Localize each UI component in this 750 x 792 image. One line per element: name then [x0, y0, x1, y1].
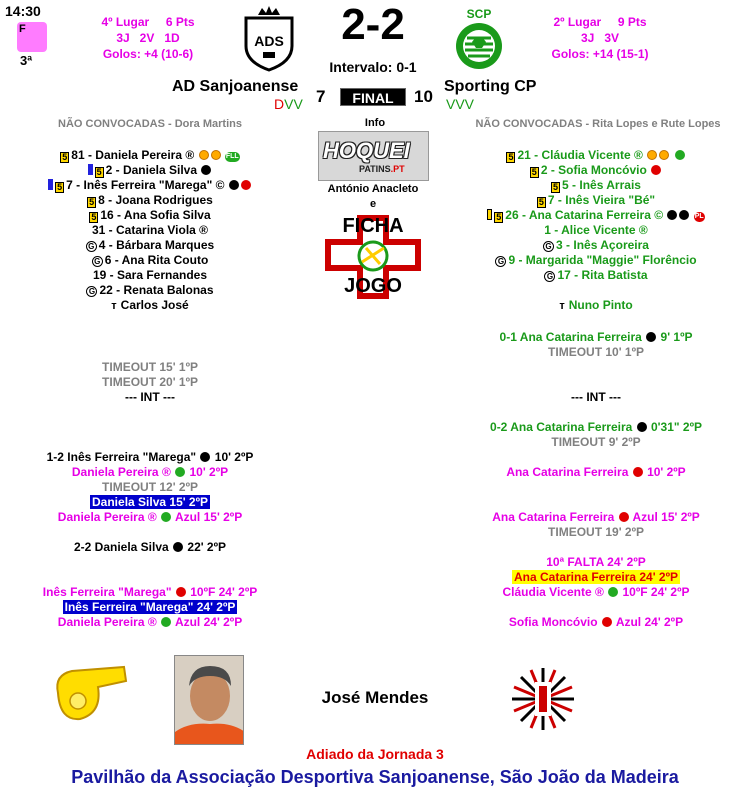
coach-icon: ᴛ: [559, 300, 565, 312]
away-crest[interactable]: [452, 6, 506, 70]
award-icon: [211, 150, 221, 160]
home-crest[interactable]: [242, 6, 296, 72]
home-record: 3J 2V 1D: [116, 31, 180, 45]
home-not-called: NÃO CONVOCADAS - Dora Martins: [58, 118, 242, 130]
goalkeeper-icon: G: [92, 256, 103, 267]
shirt-5-icon: 5: [496, 212, 502, 222]
home-form-wins: VV: [284, 96, 303, 112]
home-player[interactable]: 5 8 - Joana Rodrigues: [89, 193, 213, 207]
referee-photo[interactable]: [174, 655, 244, 745]
hoquei-logo-text: HOQUEI: [323, 138, 410, 163]
author-and: e: [369, 198, 377, 210]
ficha-bottom-text: JOGO: [344, 275, 402, 297]
away-event: 0-2 Ana Catarina Ferreira 0'31" 2ºP: [490, 420, 702, 434]
home-form: [274, 96, 303, 112]
away-position: 2º Lugar 9 Pts: [553, 15, 647, 29]
shirt-5-icon: 5: [57, 182, 63, 192]
away-player[interactable]: 5 7 - Inês Vieira "Bé": [538, 193, 656, 207]
venue[interactable]: Pavilhão da Associação Desportiva Sanjoanense, São João da Madeira: [71, 767, 679, 787]
away-player[interactable]: 5 26 - Ana Catarina Ferreira © PL: [446, 208, 746, 223]
hoquei-logo[interactable]: [318, 131, 429, 181]
away-player[interactable]: 1 - Alice Vicente ®: [544, 223, 648, 237]
away-event: Cláudia Vicente ® 10ºF 24' 2ºP: [502, 585, 690, 599]
home-team-name[interactable]: AD Sanjoanense: [172, 78, 299, 95]
away-event: [446, 570, 746, 585]
author-name: António Anacleto: [327, 183, 419, 195]
red-card-icon: [633, 467, 643, 477]
goal-ball-icon: [637, 422, 647, 432]
goalkeeper-icon: G: [86, 286, 97, 297]
goal-ball-icon: [667, 210, 677, 220]
home-player[interactable]: G 4 - Bárbara Marques: [0, 238, 300, 253]
away-record: 3J 3V: [580, 31, 620, 45]
league-badge-letter: F: [19, 23, 26, 35]
red-card-icon: PL: [694, 213, 704, 220]
home-player[interactable]: G 6 - Ana Rita Couto: [0, 253, 300, 268]
ficha-top-text: FICHA: [342, 215, 404, 237]
away-not-called: NÃO CONVOCADAS - Rita Lopes e Rute Lopes: [475, 118, 721, 130]
green-card-icon: FLL: [225, 153, 239, 160]
home-player[interactable]: 31 - Catarina Viola ®: [92, 223, 208, 237]
away-coach[interactable]: ᴛ Nuno Pinto: [559, 298, 633, 312]
away-player[interactable]: G 9 - Margarida "Maggie" Florêncio: [446, 253, 746, 268]
home-player[interactable]: 5 7 - Inês Ferreira "Marega" ©: [0, 178, 300, 193]
award-icon: [199, 150, 209, 160]
red-card-icon: [176, 587, 186, 597]
home-player[interactable]: 5 2 - Daniela Silva: [0, 163, 300, 178]
shirt-5-icon: 5: [96, 167, 102, 177]
home-event: 2-2 Daniela Silva 22' 2ºP: [73, 540, 226, 554]
home-goals: Golos: +4 (10-6): [102, 47, 194, 61]
away-player[interactable]: G 17 - Rita Batista: [446, 268, 746, 283]
away-goals: Golos: +14 (15-1): [551, 47, 649, 61]
home-player[interactable]: G 22 - Renata Balonas: [0, 283, 300, 298]
blue-card-banner: Inês Ferreira "Marega" 24' 2ºP: [64, 600, 236, 614]
green-card-icon: [161, 512, 171, 522]
home-event: Inês Ferreira "Marega" 10ºF 24' 2ºP: [42, 585, 258, 599]
red-card-icon: [602, 617, 612, 627]
away-player[interactable]: 5 21 - Cláudia Vicente ®: [446, 148, 746, 163]
blue-card-banner: Daniela Silva 15' 2ºP: [92, 495, 208, 509]
goal-ball-icon: [200, 452, 210, 462]
goal-ball-icon: [679, 210, 689, 220]
home-fouls: 7: [316, 87, 326, 106]
away-event: 0-1 Ana Catarina Ferreira 9' 1ºP: [499, 330, 693, 344]
away-team-name[interactable]: Sporting CP: [444, 78, 537, 95]
shirt-5-icon: 5: [508, 152, 514, 162]
shirt-5-icon: 5: [89, 197, 95, 207]
league-badge: [17, 22, 47, 52]
score: 2-2: [341, 0, 405, 49]
red-card-icon: [241, 180, 251, 190]
home-event: --- INT ---: [125, 390, 175, 404]
goal-ball-icon: [201, 165, 211, 175]
home-event: Daniela Pereira ® Azul 24' 2ºP: [57, 615, 243, 629]
blue-card-icon: [48, 179, 53, 190]
home-coach[interactable]: ᴛ Carlos José: [111, 298, 189, 312]
home-event: TIMEOUT 15' 1ºP: [102, 360, 198, 374]
away-player[interactable]: G 3 - Inês Açoreira: [446, 238, 746, 253]
goalkeeper-icon: G: [495, 256, 506, 267]
league-rank: 3ª: [20, 53, 33, 68]
red-card-icon: [651, 165, 661, 175]
shirt-5-icon: 5: [62, 152, 68, 162]
home-player[interactable]: 5 81 - Daniela Pereira ® FLL: [62, 148, 239, 162]
away-fouls: 10: [414, 87, 433, 106]
away-roster: [446, 148, 746, 313]
yellow-card-banner: Ana Catarina Ferreira 24' 2ºP: [514, 570, 678, 584]
home-event: 1-2 Inês Ferreira "Marega" 10' 2ºP: [46, 450, 254, 464]
goalkeeper-icon: G: [544, 271, 555, 282]
red-card-icon: [619, 512, 629, 522]
green-card-icon: [175, 467, 185, 477]
home-roster: [0, 148, 300, 313]
postponed-note: Adiado da Jornada 3: [306, 746, 444, 762]
yellow-card-icon: [487, 209, 492, 220]
home-event: TIMEOUT 12' 2ºP: [102, 480, 198, 494]
away-form: VVV: [446, 96, 475, 112]
away-crest-text: SCP: [466, 7, 492, 21]
green-card-icon: [161, 617, 171, 627]
award-icon: [659, 150, 669, 160]
away-event: TIMEOUT 10' 1ºP: [548, 345, 644, 359]
green-card-icon: [675, 150, 685, 160]
coach-icon: ᴛ: [111, 300, 117, 312]
home-event: [0, 600, 300, 615]
home-crest-text: ADS: [254, 33, 284, 49]
blue-card-icon: [88, 164, 93, 175]
away-event: TIMEOUT 19' 2ºP: [548, 525, 644, 539]
shirt-5-icon: 5: [531, 167, 537, 177]
ficha-jogo-logo[interactable]: [322, 212, 424, 300]
home-event: Daniela Pereira ® Azul 15' 2ºP: [57, 510, 243, 524]
goalkeeper-icon: G: [543, 241, 554, 252]
away-event: 10ª FALTA 24' 2ºP: [546, 555, 646, 569]
home-event: [0, 495, 300, 510]
away-player[interactable]: 5 5 - Inês Arrais: [553, 178, 641, 192]
match-status: FINAL: [340, 88, 406, 106]
away-event: --- INT ---: [571, 390, 621, 404]
home-position: 4º Lugar 6 Pts: [101, 15, 195, 29]
match-time: 14:30: [5, 3, 41, 19]
goal-ball-icon: [646, 332, 656, 342]
away-event: Ana Catarina Ferreira Azul 15' 2ºP: [492, 510, 700, 524]
halftime-score: Intervalo: 0-1: [329, 59, 417, 75]
shirt-5-icon: 5: [538, 197, 544, 207]
shirt-5-icon: 5: [553, 182, 559, 192]
home-event: Daniela Pereira ® 10' 2ºP: [71, 465, 229, 479]
away-event: Ana Catarina Ferreira 10' 2ºP: [506, 465, 686, 479]
shirt-5-icon: 5: [91, 212, 97, 222]
referee-name[interactable]: José Mendes: [321, 688, 429, 707]
green-card-icon: [608, 587, 618, 597]
home-player[interactable]: 5 16 - Ana Sofia Silva: [91, 208, 211, 222]
home-form-loss: D: [274, 96, 285, 112]
home-player[interactable]: 19 - Sara Fernandes: [92, 268, 208, 282]
referee-association-icon: [510, 666, 576, 732]
hoquei-logo-sub: PATINS.PT: [359, 164, 405, 174]
away-event: TIMEOUT 9' 2ºP: [551, 435, 641, 449]
home-event: TIMEOUT 20' 1ºP: [102, 375, 198, 389]
away-event: Sofia Moncóvio Azul 24' 2ºP: [508, 615, 684, 629]
goal-ball-icon: [173, 542, 183, 552]
award-icon: [647, 150, 657, 160]
info-label: Info: [364, 117, 386, 129]
away-player[interactable]: 5 2 - Sofia Moncóvio: [446, 163, 746, 178]
spacer: [446, 283, 746, 298]
goal-ball-icon: [229, 180, 239, 190]
whistle-icon: [50, 663, 128, 725]
goalkeeper-icon: G: [86, 241, 97, 252]
